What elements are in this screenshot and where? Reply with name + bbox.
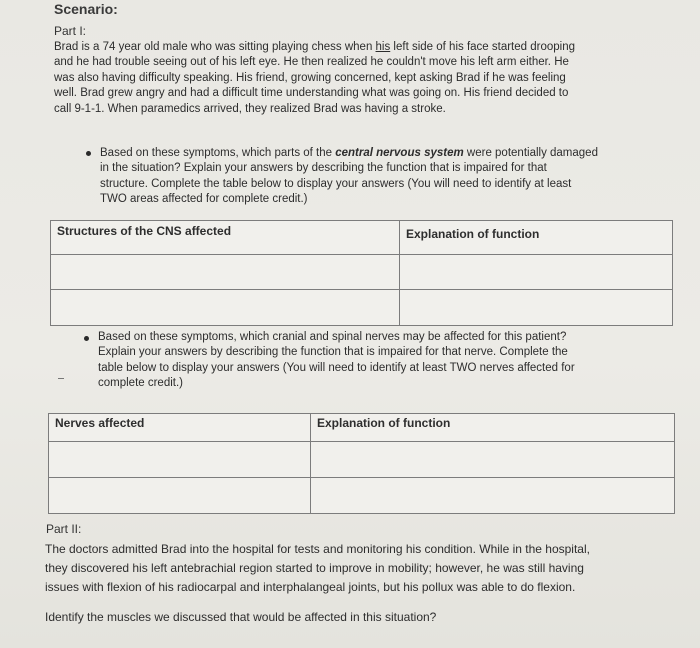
bullet-2-line-2: Explain your answers by describing the function that is impaired for that nerve. Complete the [98,346,568,359]
part-1-line-3: was also having difficulty speaking. His friend, growing concerned, kept asking Brad if he was feeling [54,71,566,84]
bullet-2-line-1: Based on these symptoms, which cranial and spinal nerves may be affected for this patient? [98,331,567,343]
scenario-heading: Scenario: [54,1,118,17]
cns-explanation-cell-2[interactable] [400,290,673,326]
table-row [49,478,675,514]
nerves-affected-header: Nerves affected [49,414,311,442]
cns-explanation-cell-1[interactable] [400,255,673,290]
bullet-marker-1 [86,151,91,156]
cns-structure-cell-2[interactable] [51,290,400,326]
nerve-cell-2[interactable] [49,478,311,514]
bullet-1-line-4: TWO areas affected for complete credit.) [100,193,308,206]
part-1-line-5: call 9-1-1. When paramedics arrived, they realized Brad was having a stroke. [54,102,446,115]
part-1-label: Part I: [54,24,87,38]
nerve-explanation-cell-2[interactable] [311,478,675,514]
nerves-table [48,413,675,514]
nerves-explanation-header: Explanation of function [311,414,675,442]
table-row [51,255,673,290]
part-2-paragraph [45,540,695,597]
nerve-cell-1[interactable] [49,442,311,478]
bullet-2-line-4: complete credit.) [98,377,184,390]
part-1-line-1: Brad is a 74 year old male who was sitting playing chess when his left side of his face started drooping [54,41,575,53]
part-2-label: Part II: [46,522,82,536]
table-row [49,442,675,478]
table-row [51,290,673,326]
part-2-line-3: issues with flexion of his radiocarpal and interphalangeal joints, but his pollux was able to do flexion. [45,580,576,594]
bullet-marker-2 [84,336,89,341]
cns-structure-cell-1[interactable] [51,255,400,290]
part-2-line-1: The doctors admitted Brad into the hospital for tests and monitoring his condition. While in the hospital, [45,542,590,556]
part-2-line-2: they discovered his left antebrachial region started to improve in mobility; however, he was still having [45,561,584,575]
bullet-1-line-2: in the situation? Explain your answers by describing the function that is impaired for that [100,162,547,175]
bullet-2-paragraph [98,330,695,392]
bullet-1-line-3: structure. Complete the table below to display your answers (You will need to identify at least [100,177,572,190]
bullet-1-line-1: Based on these symptoms, which parts of the central nervous system were potentially damaged [100,147,598,159]
part-1-paragraph [54,40,694,117]
bullet-1-paragraph [100,146,695,208]
nerve-explanation-cell-1[interactable] [311,442,675,478]
cns-table-header-row [51,221,673,255]
part-1-line-2: and he had trouble seeing out of his left eye. He then realized he couldn't move his left arm either. He [54,56,569,69]
pen-mark [58,378,64,379]
bullet-2-line-3: table below to display your answers (You will need to identify at least TWO nerves affected for [98,361,575,374]
cns-structures-header: Structures of the CNS affected [51,221,400,255]
part-2-question: Identify the muscles we discussed that would be affected in this situation? [45,610,437,624]
part-1-line-4: well. Brad grew angry and had a difficult time understanding what was going on. His friend decided to [54,87,569,100]
cns-explanation-header: Explanation of function [400,221,673,255]
cns-structures-table [50,220,673,326]
nerves-table-header-row [49,414,675,442]
